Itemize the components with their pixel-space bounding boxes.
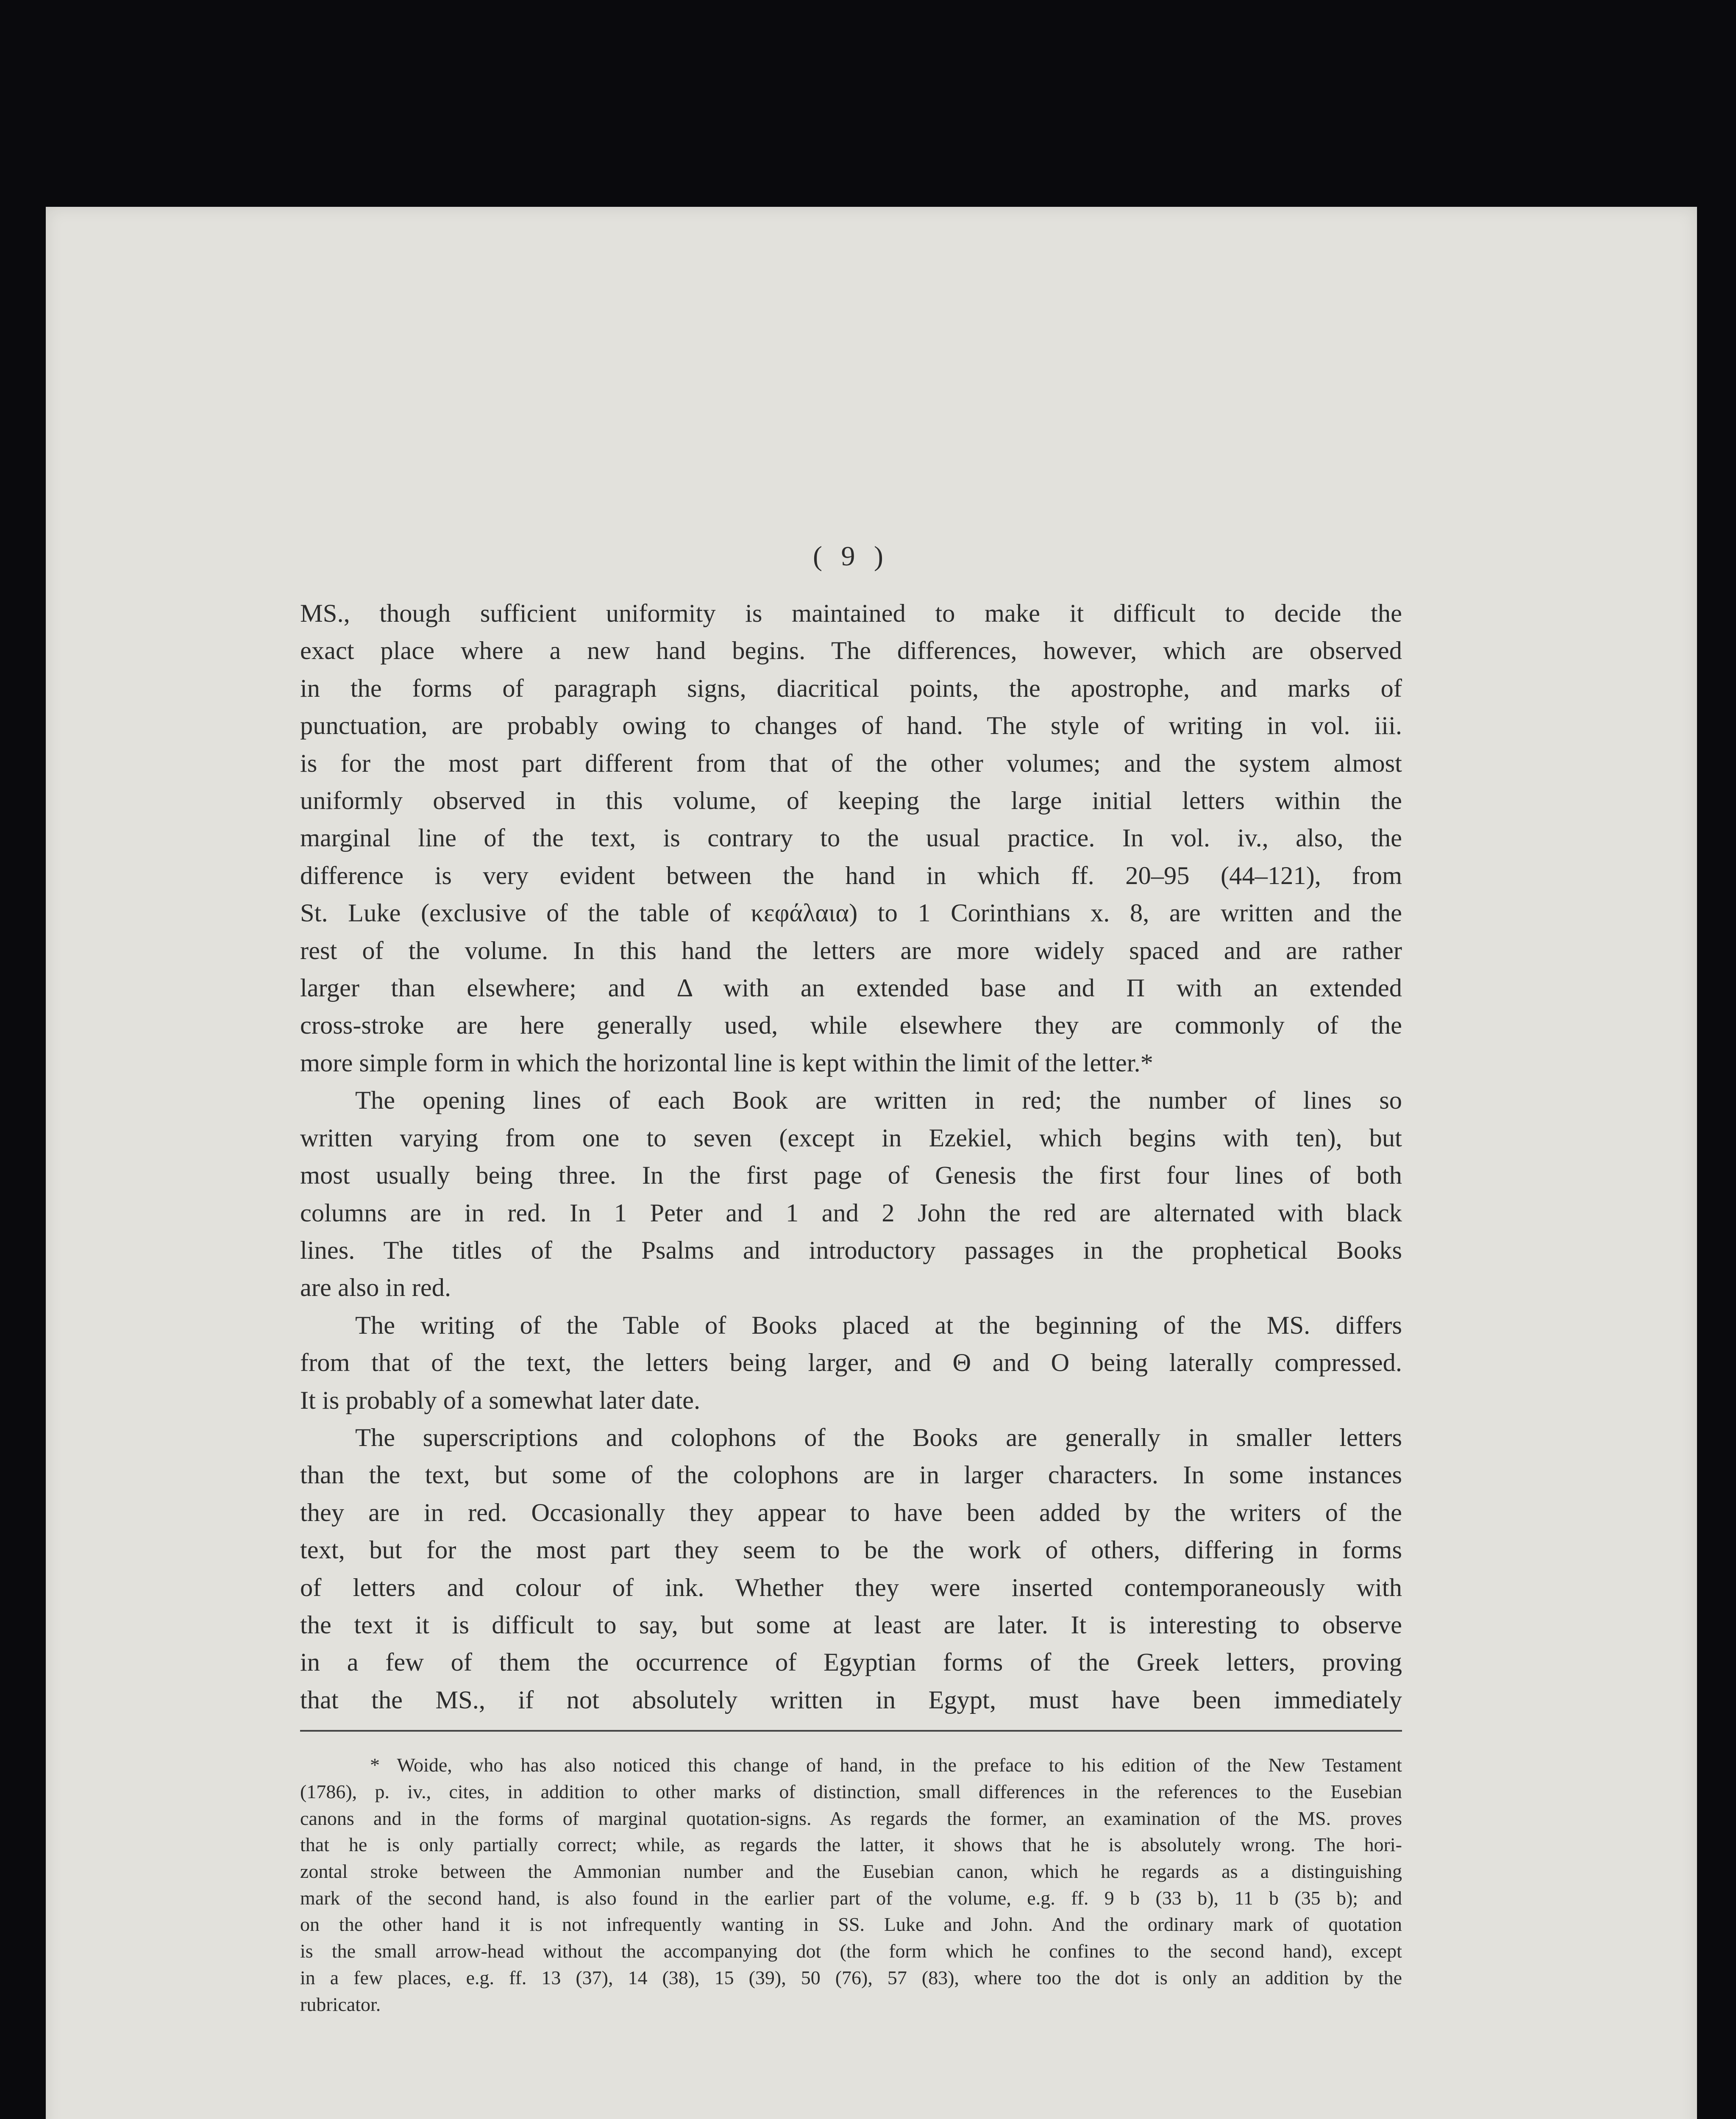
body-line: in a few of them the occurrence of Egyptian forms of the Greek letters, proving	[300, 1648, 1402, 1677]
body-line: punctuation, are probably owing to changes of hand. The style of writing in vol. iii.	[300, 712, 1402, 740]
body-line: text, but for the most part they seem to be the work of others, differing in forms	[300, 1536, 1402, 1565]
body-line: of letters and colour of ink. Whether they were inserted contemporaneously with	[300, 1573, 1402, 1602]
body-line: difference is very evident between the hand in which ff. 20–95 (44–121), from	[300, 861, 1402, 890]
footnote-line: mark of the second hand, is also found in the earlier part of the volume, e.g. ff. 9 b (33 b), 11 b (35 b); and	[300, 1887, 1402, 1909]
body-line: they are in red. Occasionally they appear to have been added by the writers of the	[300, 1498, 1402, 1527]
body-line: The writing of the Table of Books placed at the beginning of the MS. differs	[355, 1311, 1402, 1340]
body-line: The opening lines of each Book are written in red; the number of lines so	[355, 1086, 1402, 1115]
body-line: The superscriptions and colophons of the Books are generally in smaller letters	[355, 1423, 1402, 1452]
body-line: that the MS., if not absolutely written in Egypt, must have been immediately	[300, 1685, 1402, 1714]
body-line: is for the most part different from that of the other volumes; and the system almost	[300, 749, 1402, 778]
page-number: ( 9 )	[813, 541, 889, 572]
page-sheet	[46, 207, 1697, 2119]
body-line: uniformly observed in this volume, of keeping the large initial letters within the	[300, 787, 1402, 815]
body-line: larger than elsewhere; and Δ with an extended base and Π with an extended	[300, 974, 1402, 1003]
body-line: written varying from one to seven (except in Ezekiel, which begins with ten), but	[300, 1123, 1402, 1152]
body-line: marginal line of the text, is contrary to the usual practice. In vol. iv., also, the	[300, 824, 1402, 853]
body-line: exact place where a new hand begins. The differences, however, which are observed	[300, 637, 1402, 665]
body-text	[300, 595, 1402, 1719]
body-line: than the text, but some of the colophons are in larger characters. In some instances	[300, 1461, 1402, 1490]
body-line: most usually being three. In the first page of Genesis the first four lines of both	[300, 1161, 1402, 1190]
body-line: columns are in red. In 1 Peter and 1 and 2 John the red are alternated with black	[300, 1199, 1402, 1227]
footnote-line: on the other hand it is not infrequently wanting in SS. Luke and John. And the ordinary mark of quotation	[300, 1913, 1402, 1935]
text-block	[300, 537, 1402, 2018]
body-line: in the forms of paragraph signs, diacritical points, the apostrophe, and marks of	[300, 674, 1402, 703]
body-line: It is probably of a somewhat later date.	[300, 1386, 701, 1415]
footnote-line: rubricator.	[300, 1993, 381, 2015]
footnote-line: canons and in the forms of marginal quotation-signs. As regards the former, an examination of the MS. proves	[300, 1807, 1402, 1829]
body-line: from that of the text, the letters being larger, and Θ and O being laterally compressed.	[300, 1349, 1402, 1377]
footnote-line: that he is only partially correct; while, as regards the latter, it shows that he is absolutely wrong. The hori-	[300, 1834, 1402, 1856]
footnote-line: * Woide, who has also noticed this change of hand, in the preface to his edition of the New Testament	[370, 1754, 1402, 1776]
body-line: cross-stroke are here generally used, while elsewhere they are commonly of the	[300, 1011, 1402, 1040]
body-line: the text it is difficult to say, but some at least are later. It is interesting to observe	[300, 1610, 1402, 1639]
body-line: St. Luke (exclusive of the table of κεφάλαια) to 1 Corinthians x. 8, are written and the	[300, 899, 1402, 928]
footnote-line: is the small arrow-head without the accompanying dot (the form which he confines to the second hand), except	[300, 1940, 1402, 1962]
body-line: more simple form in which the horizontal line is kept within the limit of the letter.*	[300, 1048, 1153, 1077]
footnote-line: (1786), p. iv., cites, in addition to other marks of distinction, small differences in the references to the Eusebian	[300, 1780, 1402, 1802]
body-line: are also in red.	[300, 1274, 451, 1302]
body-line: rest of the volume. In this hand the letters are more widely spaced and are rather	[300, 936, 1402, 965]
footnote-line: zontal stroke between the Ammonian number and the Eusebian canon, which he regards as a distinguishing	[300, 1860, 1402, 1882]
footnote-rule	[300, 1730, 1402, 1732]
body-line: MS., though sufficient uniformity is maintained to make it difficult to decide the	[300, 599, 1402, 628]
footnote	[300, 1752, 1402, 2018]
footnote-line: in a few places, e.g. ff. 13 (37), 14 (38), 15 (39), 50 (76), 57 (83), where too the dot is only an addition by the	[300, 1966, 1402, 1988]
body-line: lines. The titles of the Psalms and introductory passages in the prophetical Books	[300, 1236, 1402, 1265]
